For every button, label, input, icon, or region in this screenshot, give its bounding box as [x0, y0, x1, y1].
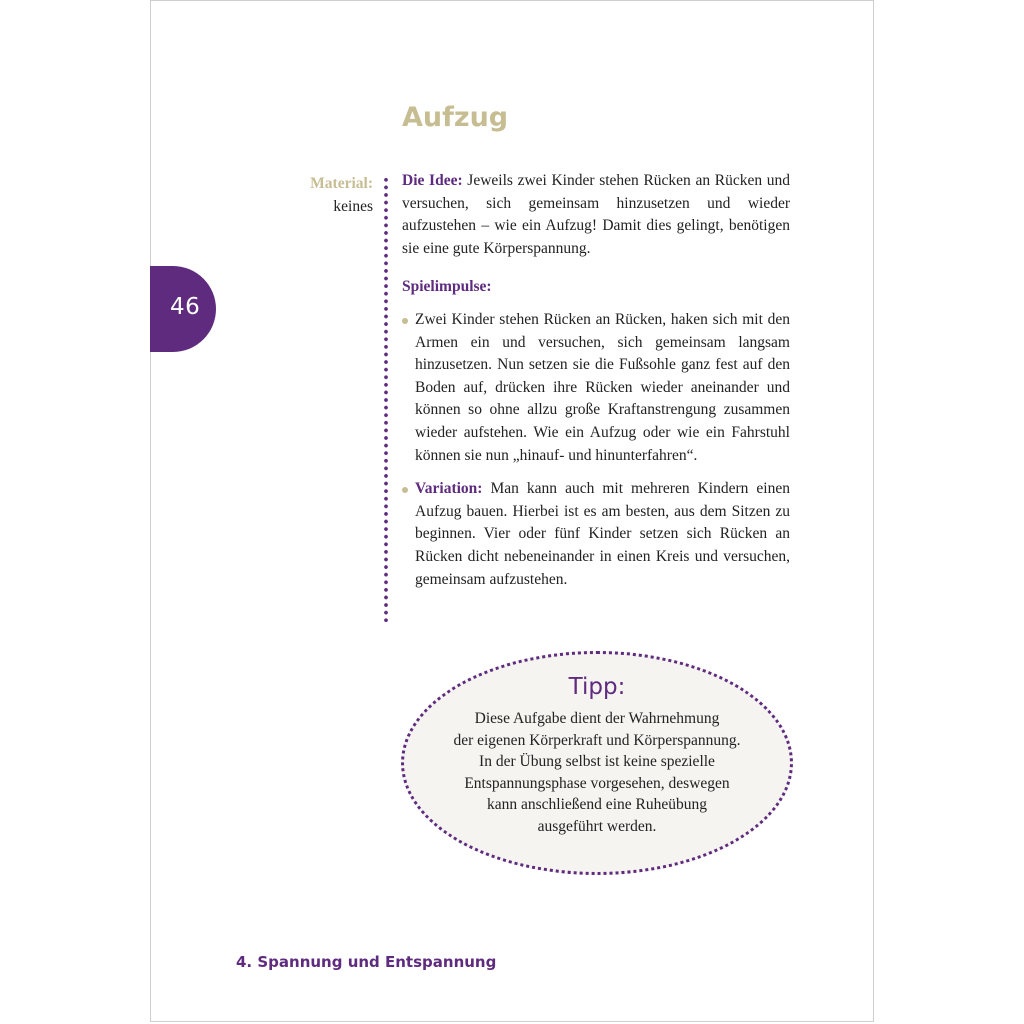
idee-text: Jeweils zwei Kinder stehen Rücken an Rücken und versuchen, sich gemeinsam hinzusetzen und wieder aufzustehen – wie ein Aufzug! Damit dies gelingt, benötigen sie eine gute Körperspannung.: [402, 172, 791, 257]
idee-paragraph: [402, 170, 790, 260]
dotted-divider: [383, 176, 389, 622]
main-content: [402, 170, 790, 591]
list-item: [402, 478, 790, 591]
tipp-line: In der Übung selbst ist keine spezielle: [479, 753, 715, 771]
spielimpulse-heading: Spielimpulse:: [402, 278, 492, 296]
tipp-line: ausgeführt werden.: [537, 817, 657, 835]
bullet-icon: [402, 487, 408, 493]
material-value: keines: [333, 198, 373, 215]
page-title: Aufzug: [402, 102, 509, 133]
item-text: Zwei Kinder stehen Rücken an Rücken, haken sich mit den Armen ein und versuchen, sich gemeinsam langsam hinzusetzen. Nun setzen sie die Fußsohle ganz fest auf den Boden auf, drücken ihre Rücken wieder aneinander und können so ohne allzu große Kraftanstrengung zusammen wieder aufstehen. Wie ein Aufzug oder wie ein Fahrstuhl können sie nun „hinauf- und hinunterfahren“.: [415, 310, 790, 464]
chapter-footer: 4. Spannung und Entspannung: [236, 953, 497, 971]
variation-label: Variation:: [415, 480, 483, 498]
tipp-title: Tipp:: [568, 674, 626, 700]
material-sidebar: [280, 172, 373, 218]
tipp-text: [404, 708, 790, 838]
page-number: 46: [170, 294, 201, 320]
tipp-line: der eigenen Körperkraft und Körperspannung.: [453, 731, 741, 749]
idee-label: Die Idee:: [402, 172, 463, 189]
material-label: Material:: [310, 175, 373, 192]
tipp-line: kann anschließend eine Ruheübung: [487, 796, 707, 814]
item-text: Man kann auch mit mehreren Kindern einen Aufzug bauen. Hierbei ist es am besten, aus dem Sitzen zu beginnen. Vier oder fünf Kinder setzen sich Rücken an Rücken dicht nebeneinander in einen Kreis und versuchen, gemeinsam aufzustehen.: [415, 480, 790, 588]
tipp-box: [401, 651, 793, 875]
spielimpulse-list: [402, 309, 790, 591]
list-item: [402, 309, 790, 467]
tipp-line: Diese Aufgabe dient der Wahrnehmung: [474, 710, 720, 727]
bullet-icon: [402, 318, 408, 324]
tipp-line: Entspannungsphase vorgesehen, deswegen: [464, 774, 730, 792]
